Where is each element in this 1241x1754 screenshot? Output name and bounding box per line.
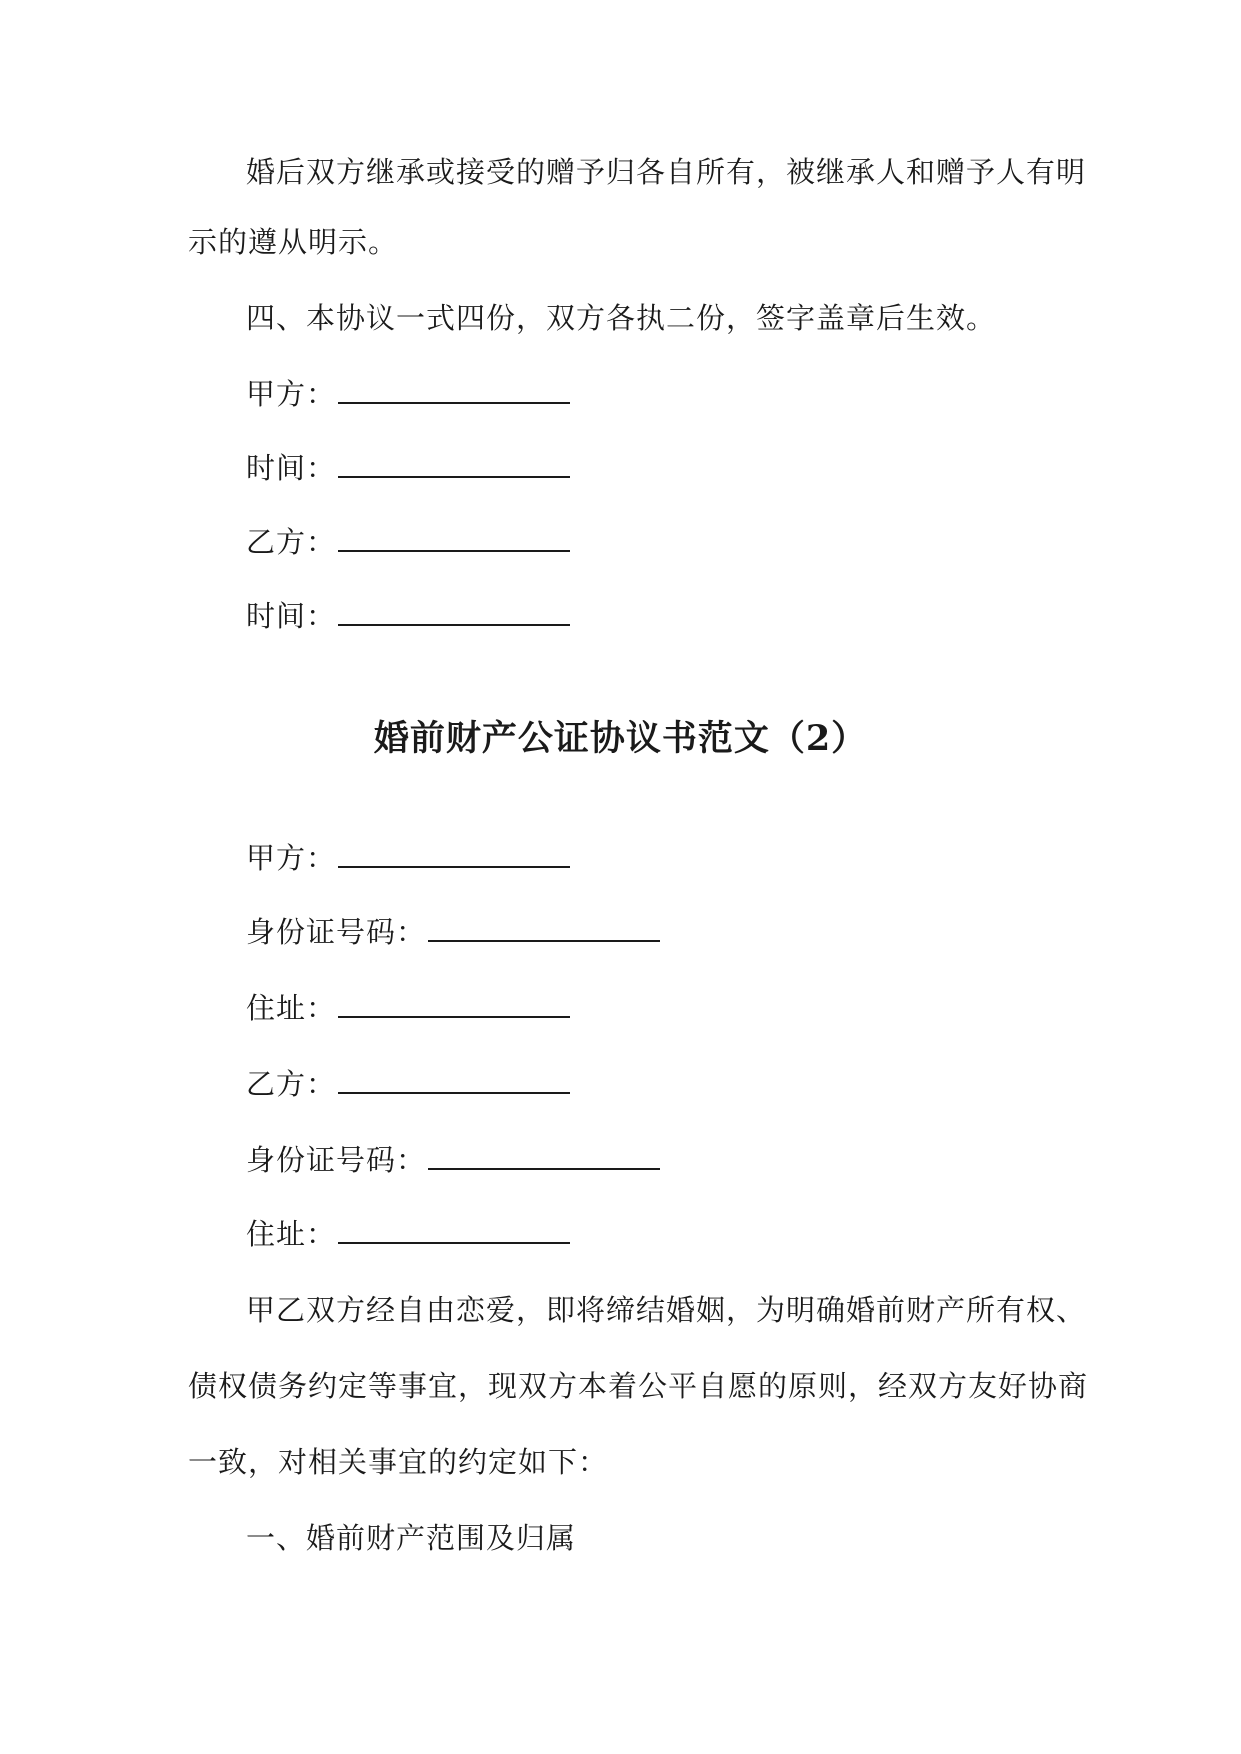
field-label: 甲方： <box>246 841 337 875</box>
party-field <box>246 1214 570 1254</box>
clause-heading: 一、婚前财产范围及归属 <box>246 1521 577 1555</box>
fill-in-blank <box>338 988 570 1018</box>
field-label: 住址： <box>246 991 337 1025</box>
party-field <box>246 1140 660 1180</box>
fill-in-blank <box>428 912 660 942</box>
paragraph-line: 婚后双方继承或接受的赠予归各自所有，被继承人和赠予人有明 <box>246 155 1087 189</box>
signature-field <box>246 522 570 562</box>
party-field <box>246 912 660 952</box>
fill-in-blank <box>338 1214 570 1244</box>
field-label: 时间： <box>246 451 337 485</box>
fill-in-blank <box>338 838 570 868</box>
fill-in-blank <box>338 1064 570 1094</box>
fill-in-blank <box>338 448 570 478</box>
party-field <box>246 988 570 1028</box>
fill-in-blank <box>338 522 570 552</box>
paragraph-line: 示的遵从明示。 <box>188 225 399 259</box>
field-label: 身份证号码： <box>246 1143 427 1177</box>
signature-field <box>246 374 570 414</box>
paragraph-line: 债权债务约定等事宜，现双方本着公平自愿的原则，经双方友好协商 <box>188 1369 1089 1403</box>
signature-field <box>246 448 570 488</box>
party-field <box>246 838 570 878</box>
fill-in-blank <box>428 1140 660 1170</box>
fill-in-blank <box>338 374 570 404</box>
paragraph-line: 四、本协议一式四份，双方各执二份，签字盖章后生效。 <box>246 301 997 335</box>
field-label: 住址： <box>246 1217 337 1251</box>
paragraph-line: 一致，对相关事宜的约定如下： <box>188 1445 609 1479</box>
field-label: 时间： <box>246 599 337 633</box>
section-title: 婚前财产公证协议书范文（2） <box>373 718 868 759</box>
field-label: 甲方： <box>246 377 337 411</box>
paragraph-line: 甲乙双方经自由恋爱，即将缔结婚姻，为明确婚前财产所有权、 <box>246 1293 1087 1327</box>
signature-field <box>246 596 570 636</box>
field-label: 乙方： <box>246 525 337 559</box>
field-label: 身份证号码： <box>246 915 427 949</box>
field-label: 乙方： <box>246 1067 337 1101</box>
party-field <box>246 1064 570 1104</box>
fill-in-blank <box>338 596 570 626</box>
